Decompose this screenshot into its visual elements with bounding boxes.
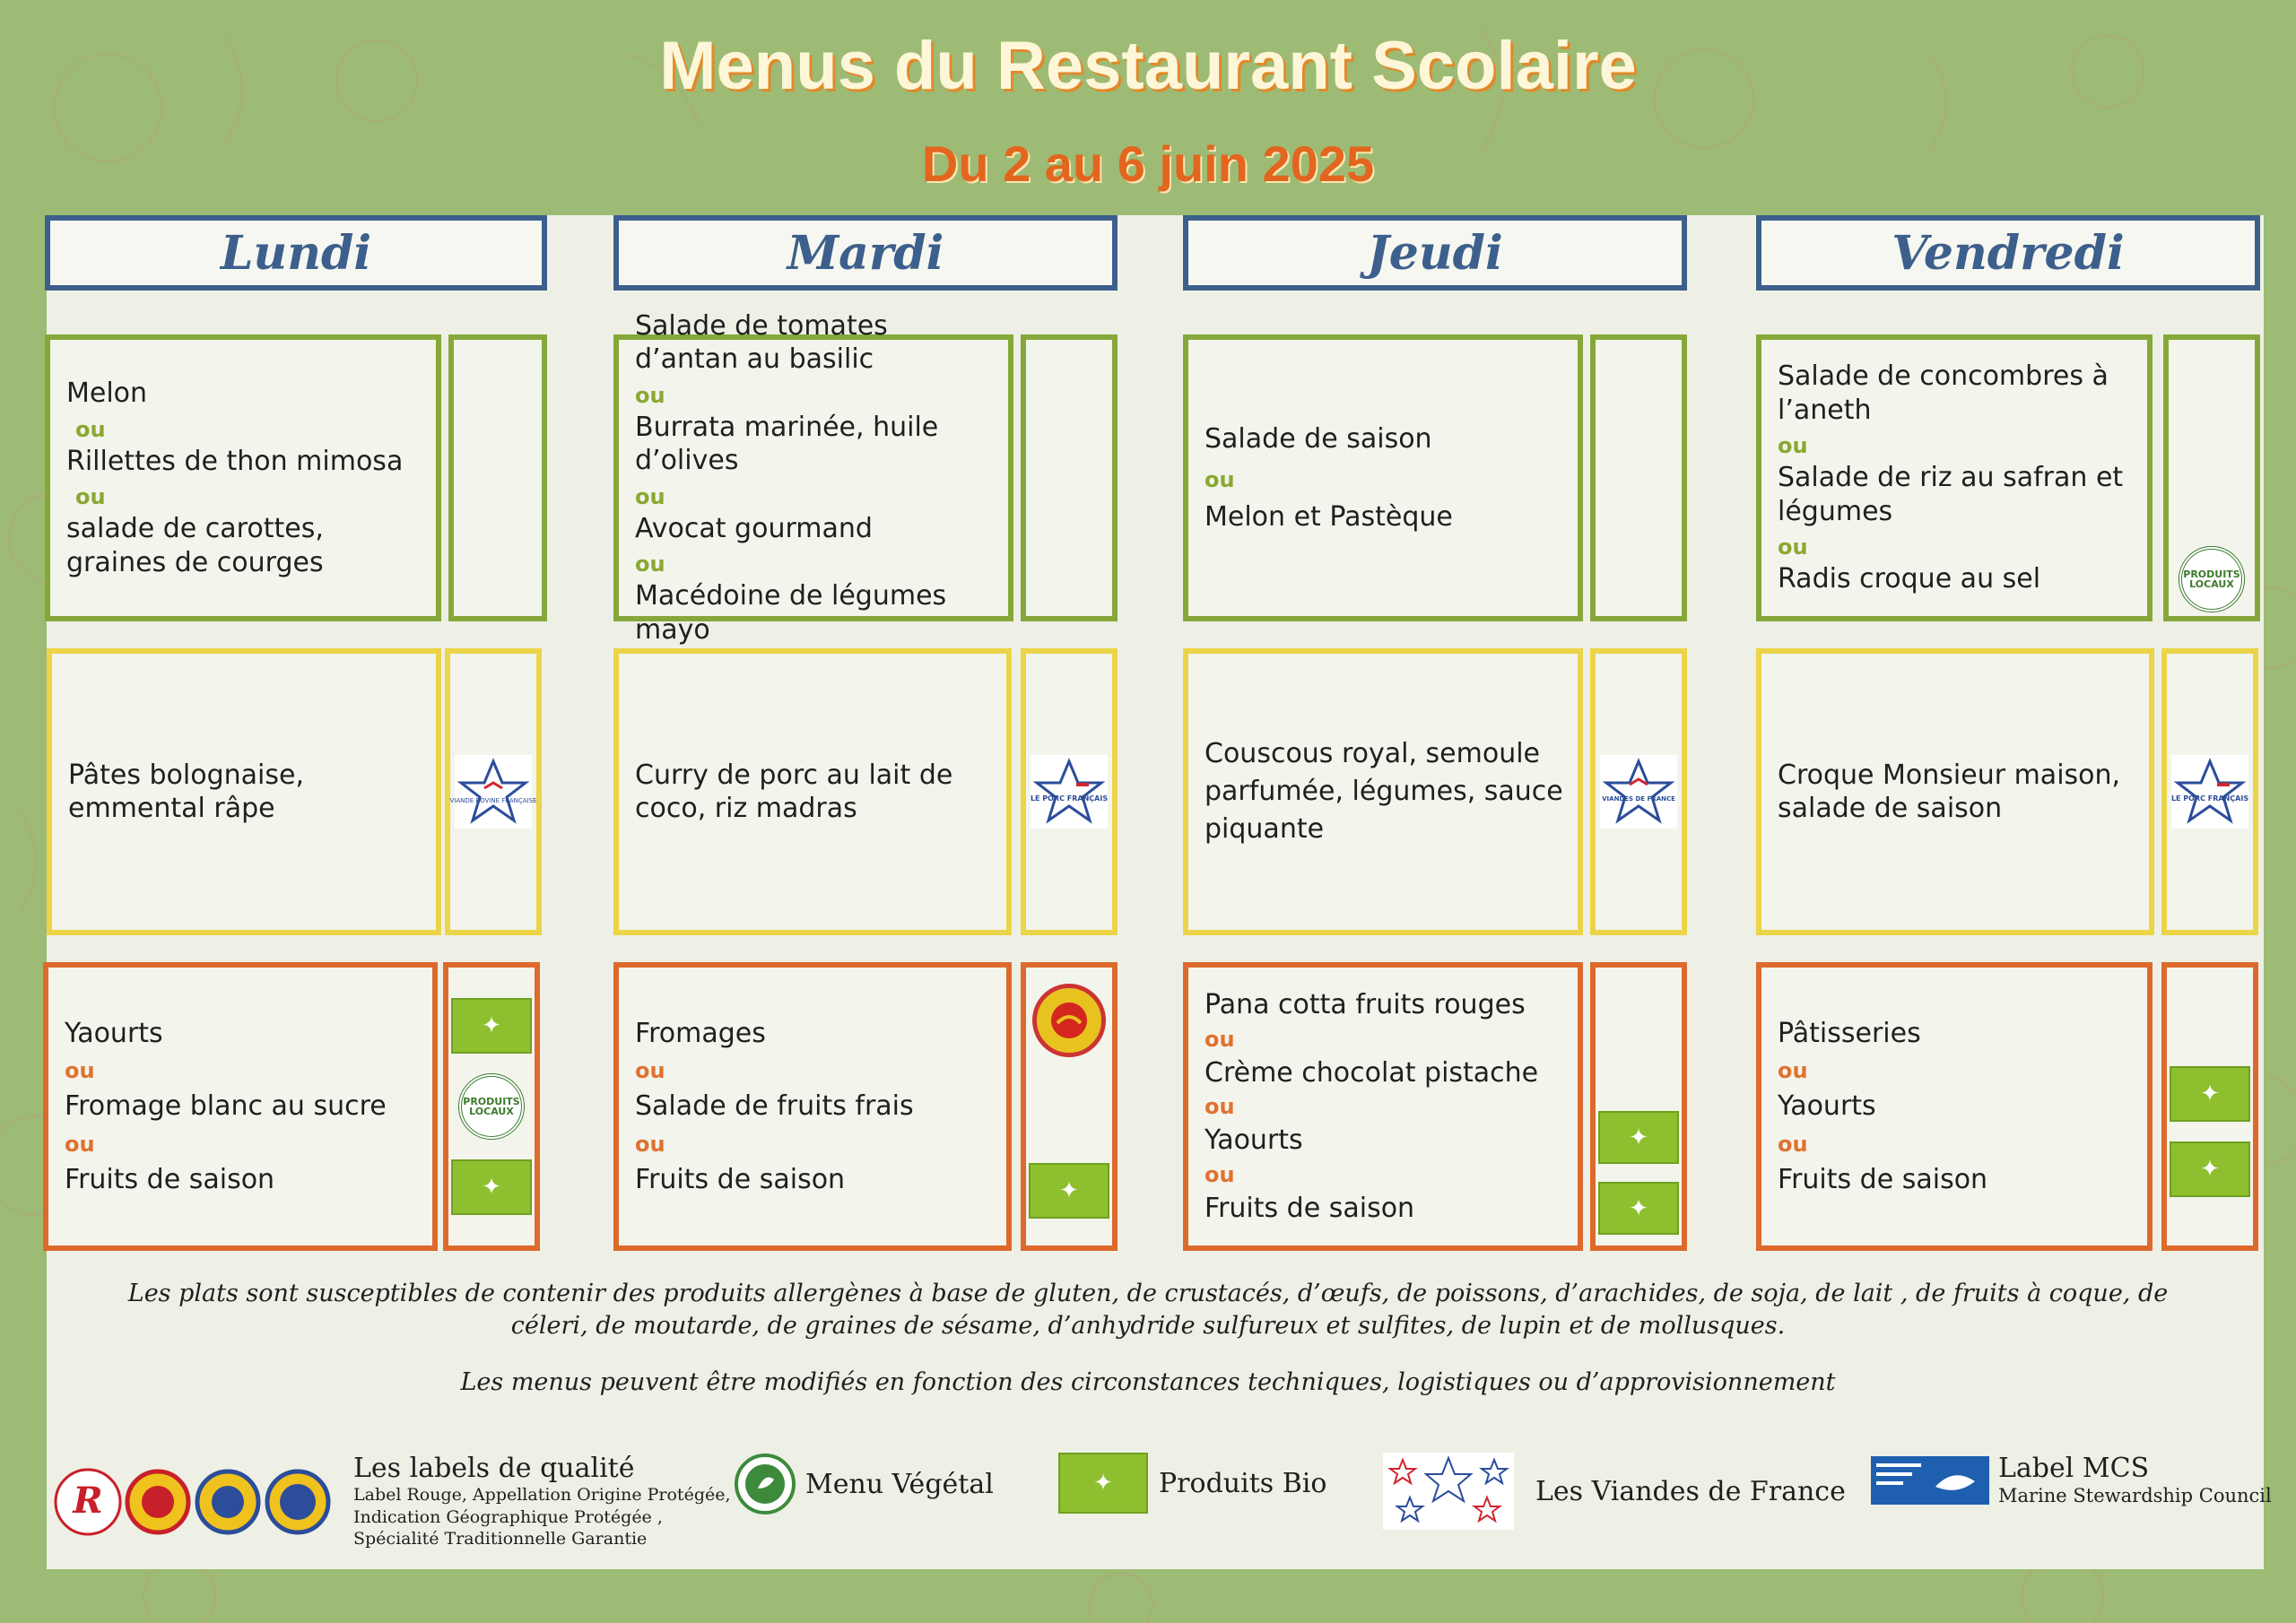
menu-item: salade de carottes, graines de courges bbox=[66, 513, 324, 578]
menu-item: Yaourts bbox=[1778, 1090, 1876, 1123]
label-box-main-jeudi bbox=[1590, 648, 1687, 935]
menu-item: Burrata marinée, huile d’olives bbox=[635, 411, 939, 477]
menu-item: Yaourts bbox=[1205, 1124, 1303, 1156]
bio-leaf-icon: ✦ bbox=[2170, 1066, 2250, 1122]
day-header-mardi: Mardi bbox=[613, 215, 1118, 291]
bio-leaf-icon: ✦ bbox=[1029, 1163, 1109, 1219]
legend-viandes-label: Les Viandes de France bbox=[1535, 1475, 1846, 1507]
bio-leaf-icon: ✦ bbox=[1058, 1453, 1148, 1514]
label-box-main-vendredi bbox=[2161, 648, 2258, 935]
svg-text:R: R bbox=[73, 1479, 103, 1522]
or-separator: ou bbox=[1778, 534, 1808, 560]
or-separator: ou bbox=[65, 1058, 95, 1084]
main-box-jeudi bbox=[1183, 648, 1583, 935]
label-box-dessert-lundi bbox=[443, 962, 540, 1251]
or-separator: ou bbox=[1778, 1058, 1808, 1084]
menu-item: Fromage blanc au sucre bbox=[65, 1090, 387, 1123]
viande-bovine-francaise-badge bbox=[449, 755, 537, 829]
vdf-star-icon bbox=[1603, 758, 1674, 826]
produits-locaux-badge: PRODUITS LOCAUX bbox=[458, 1073, 525, 1140]
legend-vegetal bbox=[734, 1453, 994, 1515]
menu-item: Fruits de saison bbox=[1205, 1192, 1415, 1224]
legend-viandes bbox=[1383, 1453, 1846, 1530]
date-range: Du 2 au 6 juin 2025 bbox=[921, 135, 1375, 192]
label-box-starter-vendredi bbox=[2163, 334, 2260, 621]
legend-quality bbox=[50, 1453, 731, 1550]
or-separator: ou bbox=[635, 551, 665, 577]
or-separator: ou bbox=[75, 484, 106, 509]
main-box-lundi bbox=[47, 648, 441, 935]
main-box-mardi bbox=[613, 648, 1012, 935]
label-box-dessert-vendredi bbox=[2161, 962, 2258, 1251]
dessert-box-vendredi bbox=[1756, 962, 2152, 1251]
or-separator: ou bbox=[1205, 467, 1235, 492]
or-separator: ou bbox=[635, 382, 665, 408]
menu-item: Fromages bbox=[635, 1017, 766, 1049]
label-box-starter-jeudi bbox=[1590, 334, 1687, 621]
menu-item: Melon bbox=[66, 378, 148, 409]
menu-item: Avocat gourmand bbox=[635, 512, 873, 544]
porc-star-icon bbox=[1030, 758, 1109, 826]
porc-badge-text: LE PORC FRANÇAIS bbox=[2170, 794, 2249, 803]
menu-vegetal-icon bbox=[734, 1453, 796, 1515]
label-box-starter-lundi bbox=[448, 334, 547, 621]
menu-item: Salade de saison bbox=[1205, 422, 1432, 455]
starter-box-vendredi bbox=[1756, 334, 2152, 621]
label-box-starter-mardi bbox=[1021, 334, 1118, 621]
bio-leaf-icon: ✦ bbox=[1598, 1182, 1679, 1235]
produits-locaux-badge: PRODUITS LOCAUX bbox=[2179, 546, 2245, 612]
aop-label-icon bbox=[1032, 984, 1106, 1057]
menu-item: Pana cotta fruits rouges bbox=[1205, 989, 1526, 1020]
or-separator: ou bbox=[1205, 1161, 1235, 1187]
bio-leaf-icon: ✦ bbox=[2170, 1141, 2250, 1197]
page-title: Menus du Restaurant Scolaire bbox=[659, 28, 1637, 104]
allergen-notice: Les plats sont susceptibles de contenir des produits allergènes à base de gluten, de crustacés, d’œufs, de poissons, d’arachides, de soja, de lait , de fruits à coque, de céleri, de moutarde, de graines de sésame, d’anhydride sulfureux et sulfites, de lupin et de mollusques. bbox=[127, 1280, 2169, 1341]
menu-item: Yaourts bbox=[65, 1017, 163, 1049]
label-box-main-lundi bbox=[445, 648, 542, 935]
menu-item: Croque Monsieur maison, salade de saison bbox=[1778, 759, 2121, 824]
day-header-jeudi: Jeudi bbox=[1183, 215, 1687, 291]
label-box-dessert-jeudi bbox=[1590, 962, 1687, 1251]
bio-leaf-icon: ✦ bbox=[451, 1159, 532, 1215]
dessert-box-lundi bbox=[43, 962, 438, 1251]
menu-item: Curry de porc au lait de coco, riz madras bbox=[635, 759, 953, 824]
menu-item: Couscous royal, semoule parfumée, légumes, sauce piquante bbox=[1205, 738, 1563, 845]
or-separator: ou bbox=[635, 1131, 665, 1157]
le-porc-francais-badge bbox=[1031, 755, 1108, 829]
menu-item: Macédoine de légumes mayo bbox=[635, 580, 947, 646]
menu-item: Salade de tomates d’antan au basilic bbox=[635, 309, 888, 376]
day-header-vendredi: Vendredi bbox=[1756, 215, 2260, 291]
legend-quality-title: Les labels de qualité bbox=[353, 1453, 635, 1484]
viandes-de-france-badge bbox=[1600, 755, 1677, 829]
porc-star-icon bbox=[2170, 758, 2249, 826]
or-separator: ou bbox=[1205, 1026, 1235, 1052]
menu-change-notice: Les menus peuvent être modifiés en fonction des circonstances techniques, logistiques ou d’approvisionnement bbox=[460, 1368, 1836, 1396]
dessert-box-mardi bbox=[613, 962, 1012, 1251]
menu-item: Fruits de saison bbox=[635, 1163, 846, 1195]
legend-bio bbox=[1058, 1453, 1326, 1514]
legend-mcs-title: Label MCS bbox=[1998, 1453, 2150, 1484]
main-box-vendredi bbox=[1756, 648, 2154, 935]
bovine-star-icon bbox=[449, 758, 537, 826]
le-porc-francais-badge bbox=[2171, 755, 2248, 829]
menu-item: Fruits de saison bbox=[1778, 1163, 1988, 1195]
menu-item: Salade de concombres à l’aneth bbox=[1778, 360, 2109, 426]
starter-box-lundi bbox=[45, 334, 441, 621]
menu-item: Fruits de saison bbox=[65, 1163, 275, 1195]
or-separator: ou bbox=[1778, 433, 1808, 459]
label-box-dessert-mardi bbox=[1021, 962, 1118, 1251]
porc-badge-text: LE PORC FRANÇAIS bbox=[1030, 794, 1109, 803]
bio-leaf-icon: ✦ bbox=[1598, 1111, 1679, 1164]
vdf-badge-text: VIANDES DE FRANCE bbox=[1602, 795, 1675, 803]
menu-item: Crème chocolat pistache bbox=[1205, 1056, 1539, 1089]
or-separator: ou bbox=[635, 1058, 665, 1084]
bio-leaf-icon: ✦ bbox=[451, 998, 532, 1054]
legend-vegetal-label: Menu Végétal bbox=[805, 1468, 994, 1500]
or-separator: ou bbox=[75, 416, 106, 442]
legend-mcs-sub: Marine Stewardship Council bbox=[1998, 1485, 2272, 1506]
menu-item: Melon et Pastèque bbox=[1205, 501, 1453, 533]
viandes-de-france-icon bbox=[1383, 1453, 1514, 1530]
quality-labels-icon bbox=[50, 1466, 346, 1538]
day-header-lundi: Lundi bbox=[45, 215, 547, 291]
menu-item: Pâtes bolognaise, emmental râpe bbox=[68, 759, 304, 824]
bovine-badge-text: VIANDE BOVINE FRANÇAISE bbox=[449, 797, 537, 804]
menu-item: Salade de riz au safran et légumes bbox=[1778, 462, 2124, 527]
or-separator: ou bbox=[1778, 1131, 1808, 1157]
aop-seal-icon bbox=[1047, 998, 1091, 1043]
or-separator: ou bbox=[635, 483, 665, 509]
menu-item: Radis croque au sel bbox=[1778, 563, 2041, 595]
menu-item: Salade de fruits frais bbox=[635, 1090, 914, 1123]
legend-quality-desc: Spécialité Traditionnelle Garantie bbox=[353, 1529, 648, 1549]
dessert-box-jeudi bbox=[1183, 962, 1583, 1251]
starter-box-mardi bbox=[613, 309, 1013, 646]
starter-box-jeudi bbox=[1183, 334, 1583, 621]
or-separator: ou bbox=[1205, 1094, 1235, 1119]
menu-item: Pâtisseries bbox=[1778, 1017, 1921, 1049]
legend-bio-label: Produits Bio bbox=[1159, 1467, 1327, 1499]
legend-quality-desc: Label Rouge, Appellation Origine Protégée, bbox=[353, 1485, 731, 1505]
label-box-main-mardi bbox=[1021, 648, 1118, 935]
menu-item: Rillettes de thon mimosa bbox=[66, 445, 404, 477]
msc-label-icon bbox=[1871, 1456, 1989, 1505]
legend-quality-desc: Indication Géographique Protégée , bbox=[353, 1506, 663, 1527]
legend-mcs bbox=[1871, 1453, 2272, 1508]
or-separator: ou bbox=[65, 1131, 95, 1157]
